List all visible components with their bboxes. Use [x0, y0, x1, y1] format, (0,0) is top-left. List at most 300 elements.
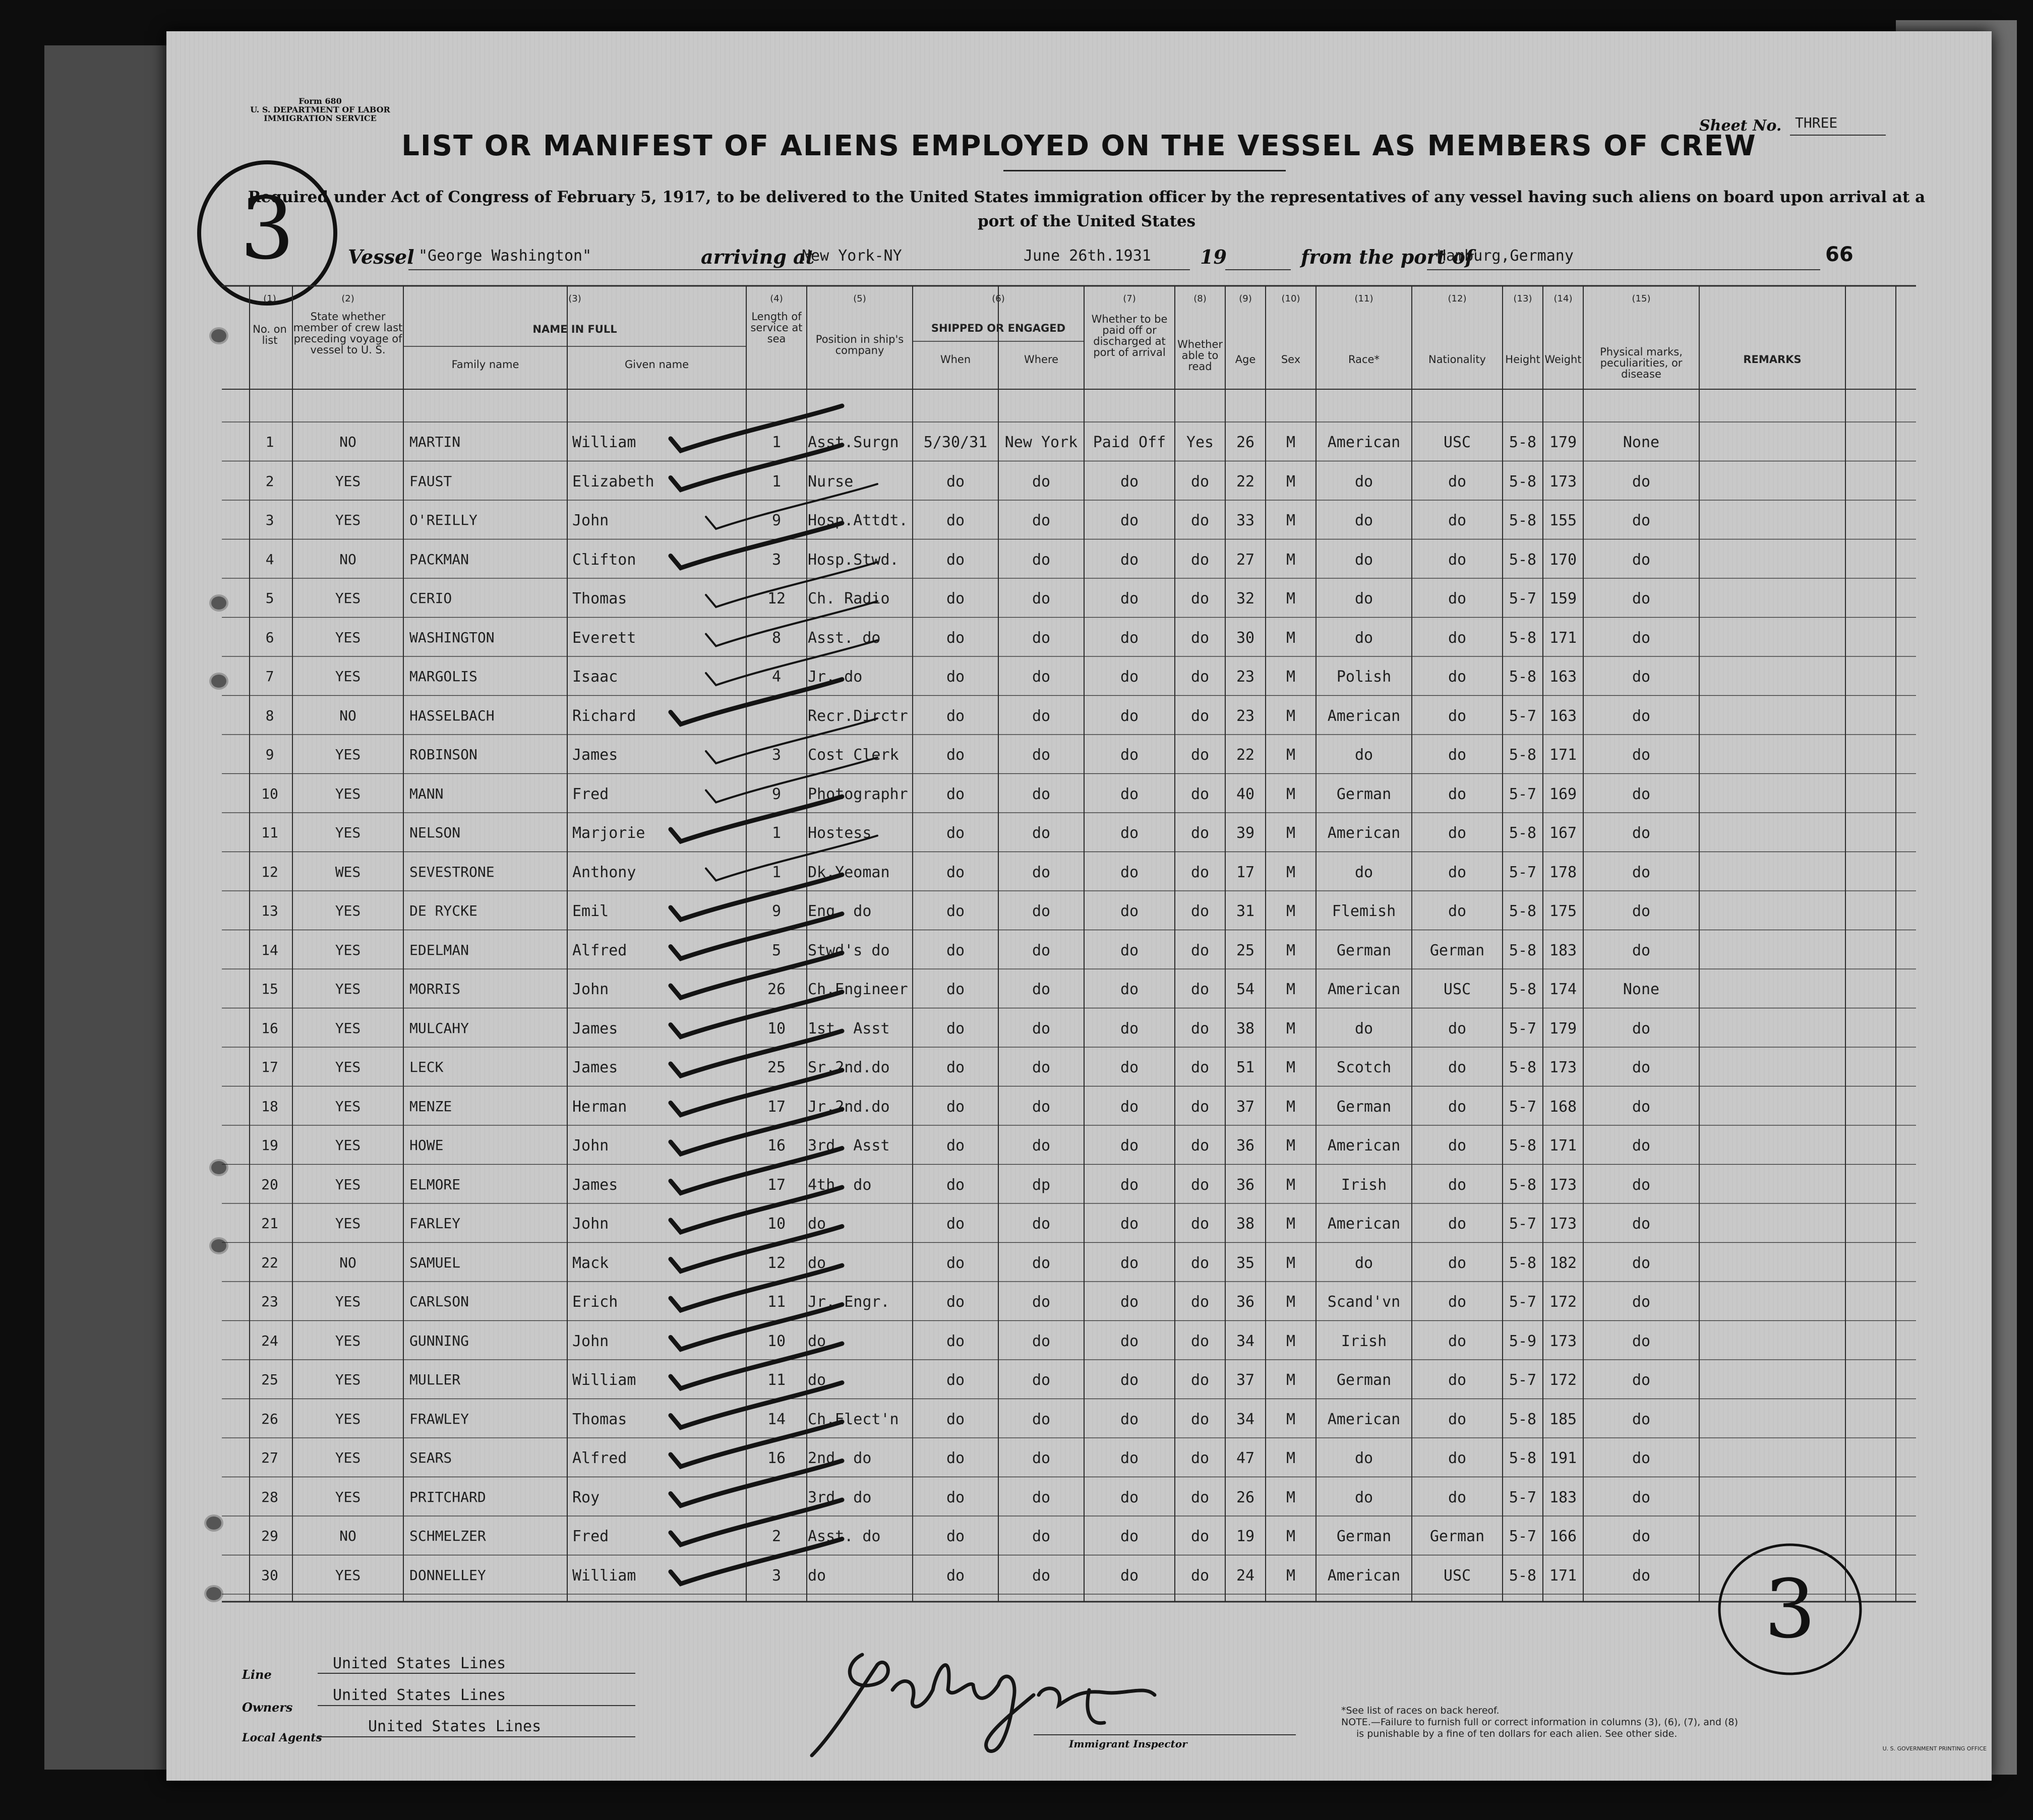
cell-weight: 168 [1549, 1098, 1577, 1116]
check-mark [706, 562, 877, 607]
cell-family: WASHINGTON [409, 629, 495, 646]
cell-prev: YES [335, 902, 361, 919]
cell-age: 26 [1236, 1488, 1255, 1506]
cell-pos: Asst.Surgn [808, 434, 899, 451]
cell-nat: do [1448, 590, 1467, 608]
cell-no: 7 [265, 668, 274, 685]
cell-weight: 174 [1549, 981, 1577, 998]
cell-sex: M [1286, 1176, 1296, 1194]
cell-sex: M [1286, 668, 1296, 686]
cell-sex: M [1286, 746, 1296, 764]
cell-sex: M [1286, 629, 1296, 647]
check-mark [671, 953, 842, 998]
cell-paid: do [1120, 863, 1139, 881]
cell-no: 2 [265, 472, 274, 490]
check-mark [671, 914, 842, 959]
cell-svc: 17 [767, 1176, 786, 1194]
cell-height: 5-7 [1509, 1371, 1537, 1389]
col5-header: Position in ship's company [815, 333, 904, 356]
cell-race: do [1354, 1019, 1373, 1038]
cell-family: FAUST [409, 472, 452, 490]
cell-age: 23 [1236, 707, 1255, 725]
cell-when: do [946, 1449, 965, 1467]
cell-prev: YES [335, 668, 361, 685]
cell-svc: 1 [771, 434, 782, 451]
cell-nat: do [1448, 1410, 1467, 1428]
col8-number: (8) [1193, 293, 1207, 304]
agents-label: Local Agents [242, 1731, 322, 1744]
cell-sex: M [1286, 1528, 1296, 1545]
cell-age: 47 [1236, 1449, 1255, 1467]
cell-prev: NO [339, 1528, 356, 1544]
cell-given: Thomas [572, 590, 627, 608]
col3-given-header: Given name [625, 358, 689, 371]
cell-nat: do [1448, 1098, 1467, 1116]
cell-prev: YES [335, 981, 361, 997]
cell-nat: do [1448, 668, 1467, 686]
cell-age: 54 [1236, 981, 1255, 998]
cell-pos: Hostess [808, 824, 872, 842]
check-mark [706, 640, 877, 685]
cell-paid: do [1120, 981, 1139, 998]
cell-prev: YES [335, 590, 361, 606]
cell-pos: 3rd. do [808, 1488, 872, 1506]
cell-nat: do [1448, 902, 1467, 920]
cell-where: do [1032, 1254, 1051, 1272]
cell-where: do [1032, 629, 1051, 647]
cell-weight: 171 [1549, 1137, 1577, 1155]
cell-age: 19 [1236, 1528, 1255, 1545]
cell-race: Irish [1341, 1176, 1387, 1194]
cell-family: FRAWLEY [409, 1410, 469, 1427]
cell-pos: do [808, 1254, 826, 1272]
cell-given: Mack [572, 1254, 609, 1272]
col11-header: Race* [1348, 353, 1380, 366]
cell-sex: M [1286, 512, 1296, 529]
cell-svc: 16 [767, 1137, 786, 1155]
cell-age: 24 [1236, 1566, 1255, 1585]
col3-header: NAME IN FULL [532, 323, 617, 335]
cell-sex: M [1286, 981, 1296, 998]
cell-race: do [1354, 746, 1373, 764]
cell-where: do [1032, 981, 1051, 998]
cell-prev: NO [339, 434, 356, 450]
cell-read: do [1190, 981, 1210, 998]
cell-when: do [946, 1293, 965, 1311]
cell-where: do [1032, 746, 1051, 764]
cell-svc: 11 [767, 1371, 786, 1389]
fine-note: is punishable by a fine of ten dollars for each alien. See other side. [1356, 1728, 1678, 1739]
cell-where: do [1032, 1098, 1051, 1116]
cell-marks: do [1632, 1176, 1651, 1194]
service-name: IMMIGRATION SERVICE [264, 113, 377, 123]
cell-age: 34 [1236, 1332, 1255, 1350]
cell-marks: do [1632, 1332, 1651, 1350]
cell-given: Fred [572, 1528, 609, 1545]
cell-race: German [1336, 1098, 1392, 1116]
cell-age: 36 [1236, 1293, 1255, 1311]
cell-read: do [1190, 590, 1210, 608]
cell-sex: M [1286, 1449, 1296, 1467]
cell-sex: M [1286, 551, 1296, 569]
cell-age: 26 [1236, 434, 1255, 451]
cell-race: German [1336, 785, 1392, 803]
cell-age: 38 [1236, 1215, 1255, 1233]
cell-read: do [1190, 1488, 1210, 1506]
cell-pos: 2nd. do [808, 1449, 872, 1467]
cell-marks: do [1632, 1098, 1651, 1116]
cell-no: 5 [265, 590, 274, 606]
check-mark [671, 1070, 842, 1115]
cell-weight: 167 [1549, 824, 1577, 842]
cell-prev: NO [339, 707, 356, 724]
cell-nat: do [1448, 629, 1467, 647]
cell-height: 5-7 [1509, 1215, 1537, 1233]
cell-read: do [1190, 824, 1210, 842]
cell-height: 5-7 [1509, 590, 1537, 608]
cell-no: 20 [261, 1176, 278, 1193]
cell-nat: do [1448, 1332, 1467, 1350]
cell-given: James [572, 1059, 618, 1076]
cell-given: James [572, 1019, 618, 1038]
cell-sex: M [1286, 434, 1296, 451]
cell-read: do [1190, 1293, 1210, 1311]
cell-pos: 4th. do [808, 1176, 872, 1194]
col7-number: (7) [1123, 293, 1136, 304]
cell-height: 5-7 [1509, 1293, 1537, 1311]
cell-weight: 172 [1549, 1371, 1577, 1389]
cell-race: American [1327, 824, 1401, 842]
cell-marks: do [1632, 1449, 1651, 1467]
cell-sex: M [1286, 1371, 1296, 1389]
cell-age: 51 [1236, 1059, 1255, 1076]
cell-paid: do [1120, 512, 1139, 529]
cell-given: Fred [572, 785, 609, 803]
cell-given: Anthony [572, 863, 636, 881]
cell-svc: 1 [771, 824, 782, 842]
cell-where: do [1032, 1371, 1051, 1389]
cell-svc: 9 [771, 785, 782, 803]
check-mark [671, 406, 842, 451]
cell-height: 5-8 [1509, 434, 1537, 451]
cell-weight: 163 [1549, 668, 1577, 686]
cell-family: HASSELBACH [409, 707, 495, 724]
cell-height: 5-8 [1509, 1254, 1537, 1272]
cell-height: 5-8 [1509, 551, 1537, 569]
cell-svc: 3 [771, 746, 782, 764]
cell-family: GUNNING [409, 1332, 469, 1349]
col10-number: (10) [1281, 293, 1300, 304]
cell-read: do [1190, 1371, 1210, 1389]
cell-weight: 182 [1549, 1254, 1577, 1272]
cell-sex: M [1286, 824, 1296, 842]
cell-no: 11 [261, 824, 278, 841]
cell-family: LECK [409, 1059, 444, 1075]
cell-when: do [946, 1254, 965, 1272]
cell-read: do [1190, 472, 1210, 491]
cell-paid: do [1120, 1137, 1139, 1155]
cell-read: do [1190, 1254, 1210, 1272]
cell-marks: do [1632, 746, 1651, 764]
cell-given: Elizabeth [572, 472, 654, 491]
cell-nat: do [1448, 472, 1467, 491]
cell-pos: do [808, 1215, 826, 1233]
check-mark [706, 484, 877, 529]
cell-svc: 1 [771, 472, 782, 491]
subtitle-line-2: port of the United States [977, 212, 1196, 230]
footer-notes [1341, 1705, 1997, 1754]
year-label: 19 [1200, 246, 1227, 268]
cell-nat: do [1448, 746, 1467, 764]
cell-family: MARGOLIS [409, 668, 477, 685]
cell-given: Alfred [572, 941, 627, 959]
cell-marks: do [1632, 941, 1651, 959]
cell-paid: do [1120, 1176, 1139, 1194]
cell-family: DONNELLEY [409, 1566, 486, 1584]
cell-where: do [1032, 941, 1051, 959]
cell-where: do [1032, 863, 1051, 881]
port-label: from the port of [1301, 246, 1474, 268]
cell-pos: Asst. do [808, 1528, 881, 1545]
cell-sex: M [1286, 785, 1296, 803]
cell-prev: YES [335, 785, 361, 802]
cell-weight: 185 [1549, 1410, 1577, 1428]
cell-no: 17 [261, 1059, 278, 1075]
cell-weight: 178 [1549, 863, 1577, 881]
cell-family: PRITCHARD [409, 1488, 486, 1505]
vessel-value: "George Washington" [418, 247, 592, 265]
check-mark [706, 718, 877, 763]
cell-marks: do [1632, 824, 1651, 842]
cell-no: 18 [261, 1098, 278, 1115]
cell-where: New York [1004, 434, 1078, 451]
cell-where: do [1032, 785, 1051, 803]
cell-paid: do [1120, 668, 1139, 686]
check-mark [671, 1461, 842, 1506]
cell-race: do [1354, 1254, 1373, 1272]
line-value: United States Lines [333, 1655, 506, 1672]
cell-when: do [946, 1371, 965, 1389]
col2-header: State whether member of crew last preceding voyage of vessel to U. S. [293, 311, 403, 356]
cell-marks: do [1632, 1019, 1651, 1038]
cell-marks: do [1632, 551, 1651, 569]
col14-header: Weight [1544, 353, 1582, 366]
cell-height: 5-8 [1509, 824, 1537, 842]
circled-number-text: 3 [240, 179, 295, 279]
cell-prev: YES [335, 1293, 361, 1310]
cell-weight: 183 [1549, 941, 1577, 959]
check-mark [671, 1227, 842, 1271]
cell-read: do [1190, 1019, 1210, 1038]
cell-sex: M [1286, 707, 1296, 725]
cell-where: do [1032, 1137, 1051, 1155]
cell-prev: YES [335, 1371, 361, 1388]
col7-header: Whether to be paid off or discharged at port of arrival [1091, 313, 1168, 358]
check-mark [671, 1344, 842, 1388]
cell-race: American [1327, 707, 1401, 725]
cell-weight: 191 [1549, 1449, 1577, 1467]
cell-given: Roy [572, 1488, 600, 1506]
cell-when: do [946, 981, 965, 998]
cell-family: MORRIS [409, 981, 461, 997]
cell-given: Clifton [572, 551, 636, 569]
cell-prev: YES [335, 1098, 361, 1115]
cell-when: do [946, 1215, 965, 1233]
cell-age: 36 [1236, 1137, 1255, 1155]
check-mark [671, 523, 842, 568]
check-mark [706, 758, 877, 803]
cell-weight: 179 [1549, 434, 1577, 451]
remarks-header: REMARKS [1743, 353, 1802, 366]
cell-marks: None [1623, 434, 1660, 451]
cell-race: Irish [1341, 1332, 1387, 1350]
cell-svc: 12 [767, 1254, 786, 1272]
cell-sex: M [1286, 1410, 1296, 1428]
line-underline [318, 1673, 635, 1674]
vessel-label: Vessel [348, 246, 414, 268]
owners-label: Owners [242, 1700, 293, 1715]
cell-no: 24 [261, 1332, 278, 1349]
cell-read: do [1190, 746, 1210, 764]
cell-svc: 10 [767, 1215, 786, 1233]
cell-svc: 12 [767, 590, 786, 608]
cell-svc: 14 [767, 1410, 786, 1428]
cell-no: 16 [261, 1019, 278, 1037]
cell-nat: do [1448, 1293, 1467, 1311]
cell-marks: do [1632, 1137, 1651, 1155]
cell-read: Yes [1186, 434, 1214, 451]
department-name: U. S. DEPARTMENT OF LABOR [250, 105, 390, 114]
cell-when: do [946, 1528, 965, 1545]
cell-race: Scotch [1336, 1059, 1392, 1076]
cell-sex: M [1286, 1566, 1296, 1585]
cell-svc: 2 [771, 1528, 782, 1545]
cell-when: do [946, 746, 965, 764]
cell-no: 21 [261, 1215, 278, 1232]
cell-weight: 171 [1549, 629, 1577, 647]
cell-weight: 171 [1549, 1566, 1577, 1585]
cell-prev: YES [335, 1176, 361, 1193]
cell-age: 40 [1236, 785, 1255, 803]
cell-pos: Recr.Dirctr [808, 707, 908, 725]
cell-nat: do [1448, 1059, 1467, 1076]
col13-header: Height [1505, 353, 1540, 366]
cell-prev: YES [335, 472, 361, 490]
cell-pos: Hosp.Attdt. [808, 512, 908, 529]
owners-underline [318, 1705, 635, 1706]
cell-read: do [1190, 1528, 1210, 1545]
inspector-label: Immigrant Inspector [1069, 1738, 1187, 1750]
cell-when: do [946, 1176, 965, 1194]
inspector-underline [1034, 1734, 1296, 1735]
cell-family: CERIO [409, 590, 452, 606]
cell-nat: German [1429, 1528, 1485, 1545]
cell-paid: do [1120, 629, 1139, 647]
cell-paid: do [1120, 1528, 1139, 1545]
cell-height: 5-8 [1509, 1410, 1537, 1428]
cell-age: 17 [1236, 863, 1255, 881]
cell-svc: 9 [771, 512, 782, 529]
cell-race: American [1327, 1566, 1401, 1585]
cell-where: do [1032, 512, 1051, 529]
cell-race: American [1327, 981, 1401, 998]
cell-race: Flemish [1332, 902, 1396, 920]
cell-family: SEARS [409, 1449, 452, 1466]
cell-prev: YES [335, 1332, 361, 1349]
cell-height: 5-8 [1509, 1176, 1537, 1194]
cell-height: 5-8 [1509, 472, 1537, 491]
cell-read: do [1190, 1332, 1210, 1350]
cell-marks: do [1632, 1254, 1651, 1272]
cell-prev: YES [335, 1059, 361, 1075]
check-mark [671, 1539, 842, 1584]
cell-prev: YES [335, 629, 361, 646]
cell-paid: do [1120, 1566, 1139, 1585]
cell-height: 5-8 [1509, 512, 1537, 529]
check-mark [671, 1148, 842, 1193]
cell-where: do [1032, 551, 1051, 569]
cell-prev: YES [335, 1410, 361, 1427]
cell-when: do [946, 785, 965, 803]
check-mark [706, 601, 877, 646]
col14-number: (14) [1553, 293, 1573, 304]
check-mark [671, 992, 842, 1037]
cell-given: John [572, 981, 609, 998]
cell-read: do [1190, 1449, 1210, 1467]
cell-family: MENZE [409, 1098, 452, 1115]
cell-weight: 170 [1549, 551, 1577, 569]
sheet-no-value: THREE [1795, 114, 1838, 131]
check-mark [671, 875, 842, 920]
cell-marks: do [1632, 1528, 1651, 1545]
cell-family: NELSON [409, 824, 461, 841]
check-marks [166, 31, 1992, 1781]
cell-nat: do [1448, 1215, 1467, 1233]
cell-family: DE RYCKE [409, 902, 477, 919]
cell-race: do [1354, 472, 1373, 491]
cell-age: 31 [1236, 902, 1255, 920]
cell-race: do [1354, 1488, 1373, 1506]
cell-pos: Asst. do [808, 629, 881, 647]
arriving-label: arriving at [701, 246, 815, 268]
cell-no: 13 [261, 902, 278, 919]
col1-number: (1) [263, 293, 276, 304]
check-mark [671, 797, 842, 841]
cell-nat: do [1448, 1137, 1467, 1155]
cell-when: do [946, 1410, 965, 1428]
cell-svc: 17 [767, 1098, 786, 1116]
cell-where: do [1032, 1293, 1051, 1311]
cell-height: 5-8 [1509, 981, 1537, 998]
cell-no: 9 [265, 746, 274, 763]
cell-where: do [1032, 1332, 1051, 1350]
cell-age: 22 [1236, 472, 1255, 491]
cell-age: 32 [1236, 590, 1255, 608]
col4-header: Length of service at sea [750, 311, 803, 345]
cell-pos: Jr. do [808, 668, 863, 686]
cell-age: 37 [1236, 1371, 1255, 1389]
cell-sex: M [1286, 590, 1296, 608]
form-number: Form 680 [298, 96, 342, 106]
cell-family: CARLSON [409, 1293, 469, 1310]
cell-paid: do [1120, 785, 1139, 803]
cell-when: do [946, 941, 965, 959]
cell-height: 5-7 [1509, 707, 1537, 725]
cell-height: 5-7 [1509, 863, 1537, 881]
cell-paid: do [1120, 707, 1139, 725]
cell-where: do [1032, 824, 1051, 842]
col6-header: SHIPPED OR ENGAGED [931, 322, 1066, 334]
